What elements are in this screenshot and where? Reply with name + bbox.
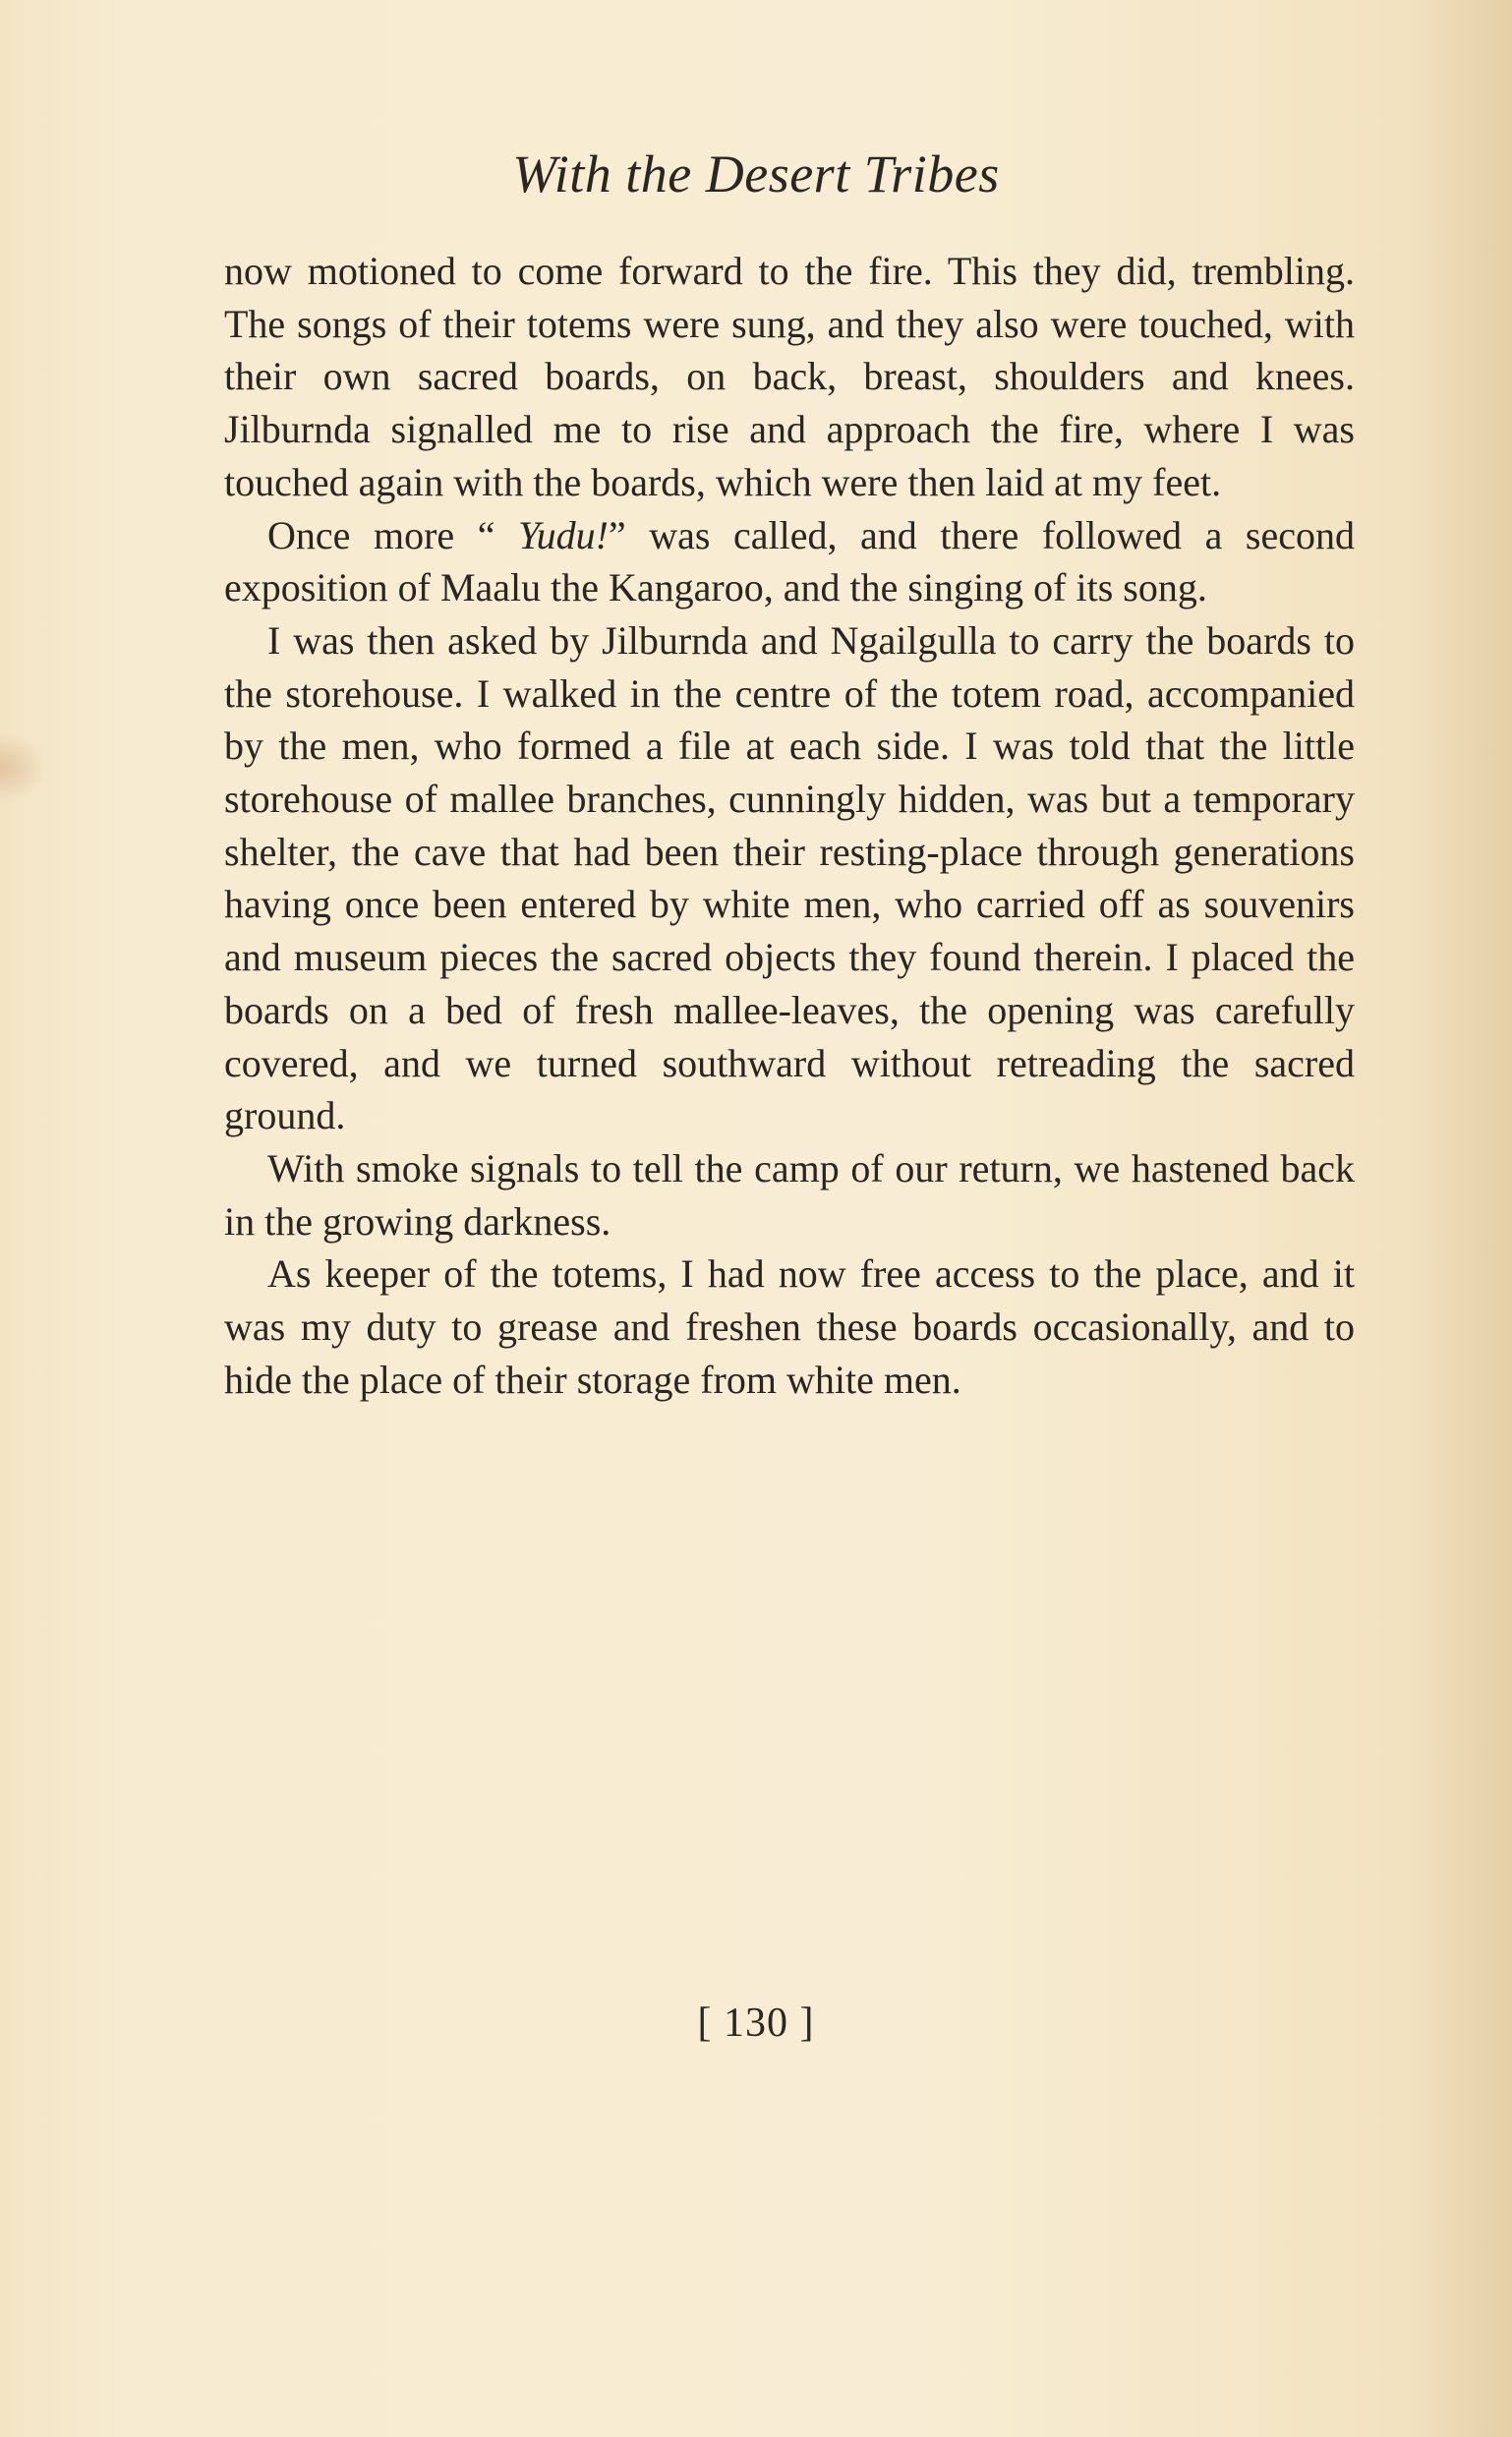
paragraph-text: As keeper of the totems, I had now free access to the place, and it was my duty to grease and freshen these boards occasionally, and to hide the place of their storage from white men. xyxy=(224,1251,1355,1402)
paragraph-1 xyxy=(224,245,1355,509)
page-number: [ 130 ] xyxy=(697,2001,815,2046)
page-stain xyxy=(0,732,47,803)
italic-exclamation: Yudu! xyxy=(518,512,609,557)
paragraph-text: ” was called, and there followed a second exposition of Maalu the Kangaroo, and the singing of its song. xyxy=(224,512,1355,610)
paragraph-2 xyxy=(224,509,1355,614)
body-text xyxy=(224,245,1355,1406)
paragraph-5 xyxy=(224,1248,1355,1406)
paragraph-4 xyxy=(224,1142,1355,1248)
paragraph-text: now motioned to come forward to the fire. This they did, trembling. The songs of their totems were sung, and they also were touched, with their own sacred boards, on back, breast, shoulders and knees. Jilburnda signalled me to rise and approach the fire, where I was touched again with the boards, which were then laid at my feet. xyxy=(224,249,1355,504)
paragraph-text: With smoke signals to tell the camp of our return, we hastened back in the growing darkness. xyxy=(224,1145,1355,1244)
paragraph-text: Once more “ xyxy=(267,512,519,557)
paragraph-text: I was then asked by Jilburnda and Ngailgulla to carry the boards to the storehouse. I walked in the centre of the totem road, accompanied by the men, who formed a file at each side. I was told that the little storehouse of mallee branches, cunningly hidden, was but a temporary shelter, the cave that had been their resting-place through generations having once been entered by white men, who carried off as souvenirs and museum pieces the sacred objects they found therein. I placed the boards on a bed of fresh mallee-leaves, the opening was carefully covered, and we turned southward without retreading the sacred ground. xyxy=(224,617,1355,1138)
running-head: With the Desert Tribes xyxy=(512,145,1000,203)
paragraph-3 xyxy=(224,614,1355,1142)
